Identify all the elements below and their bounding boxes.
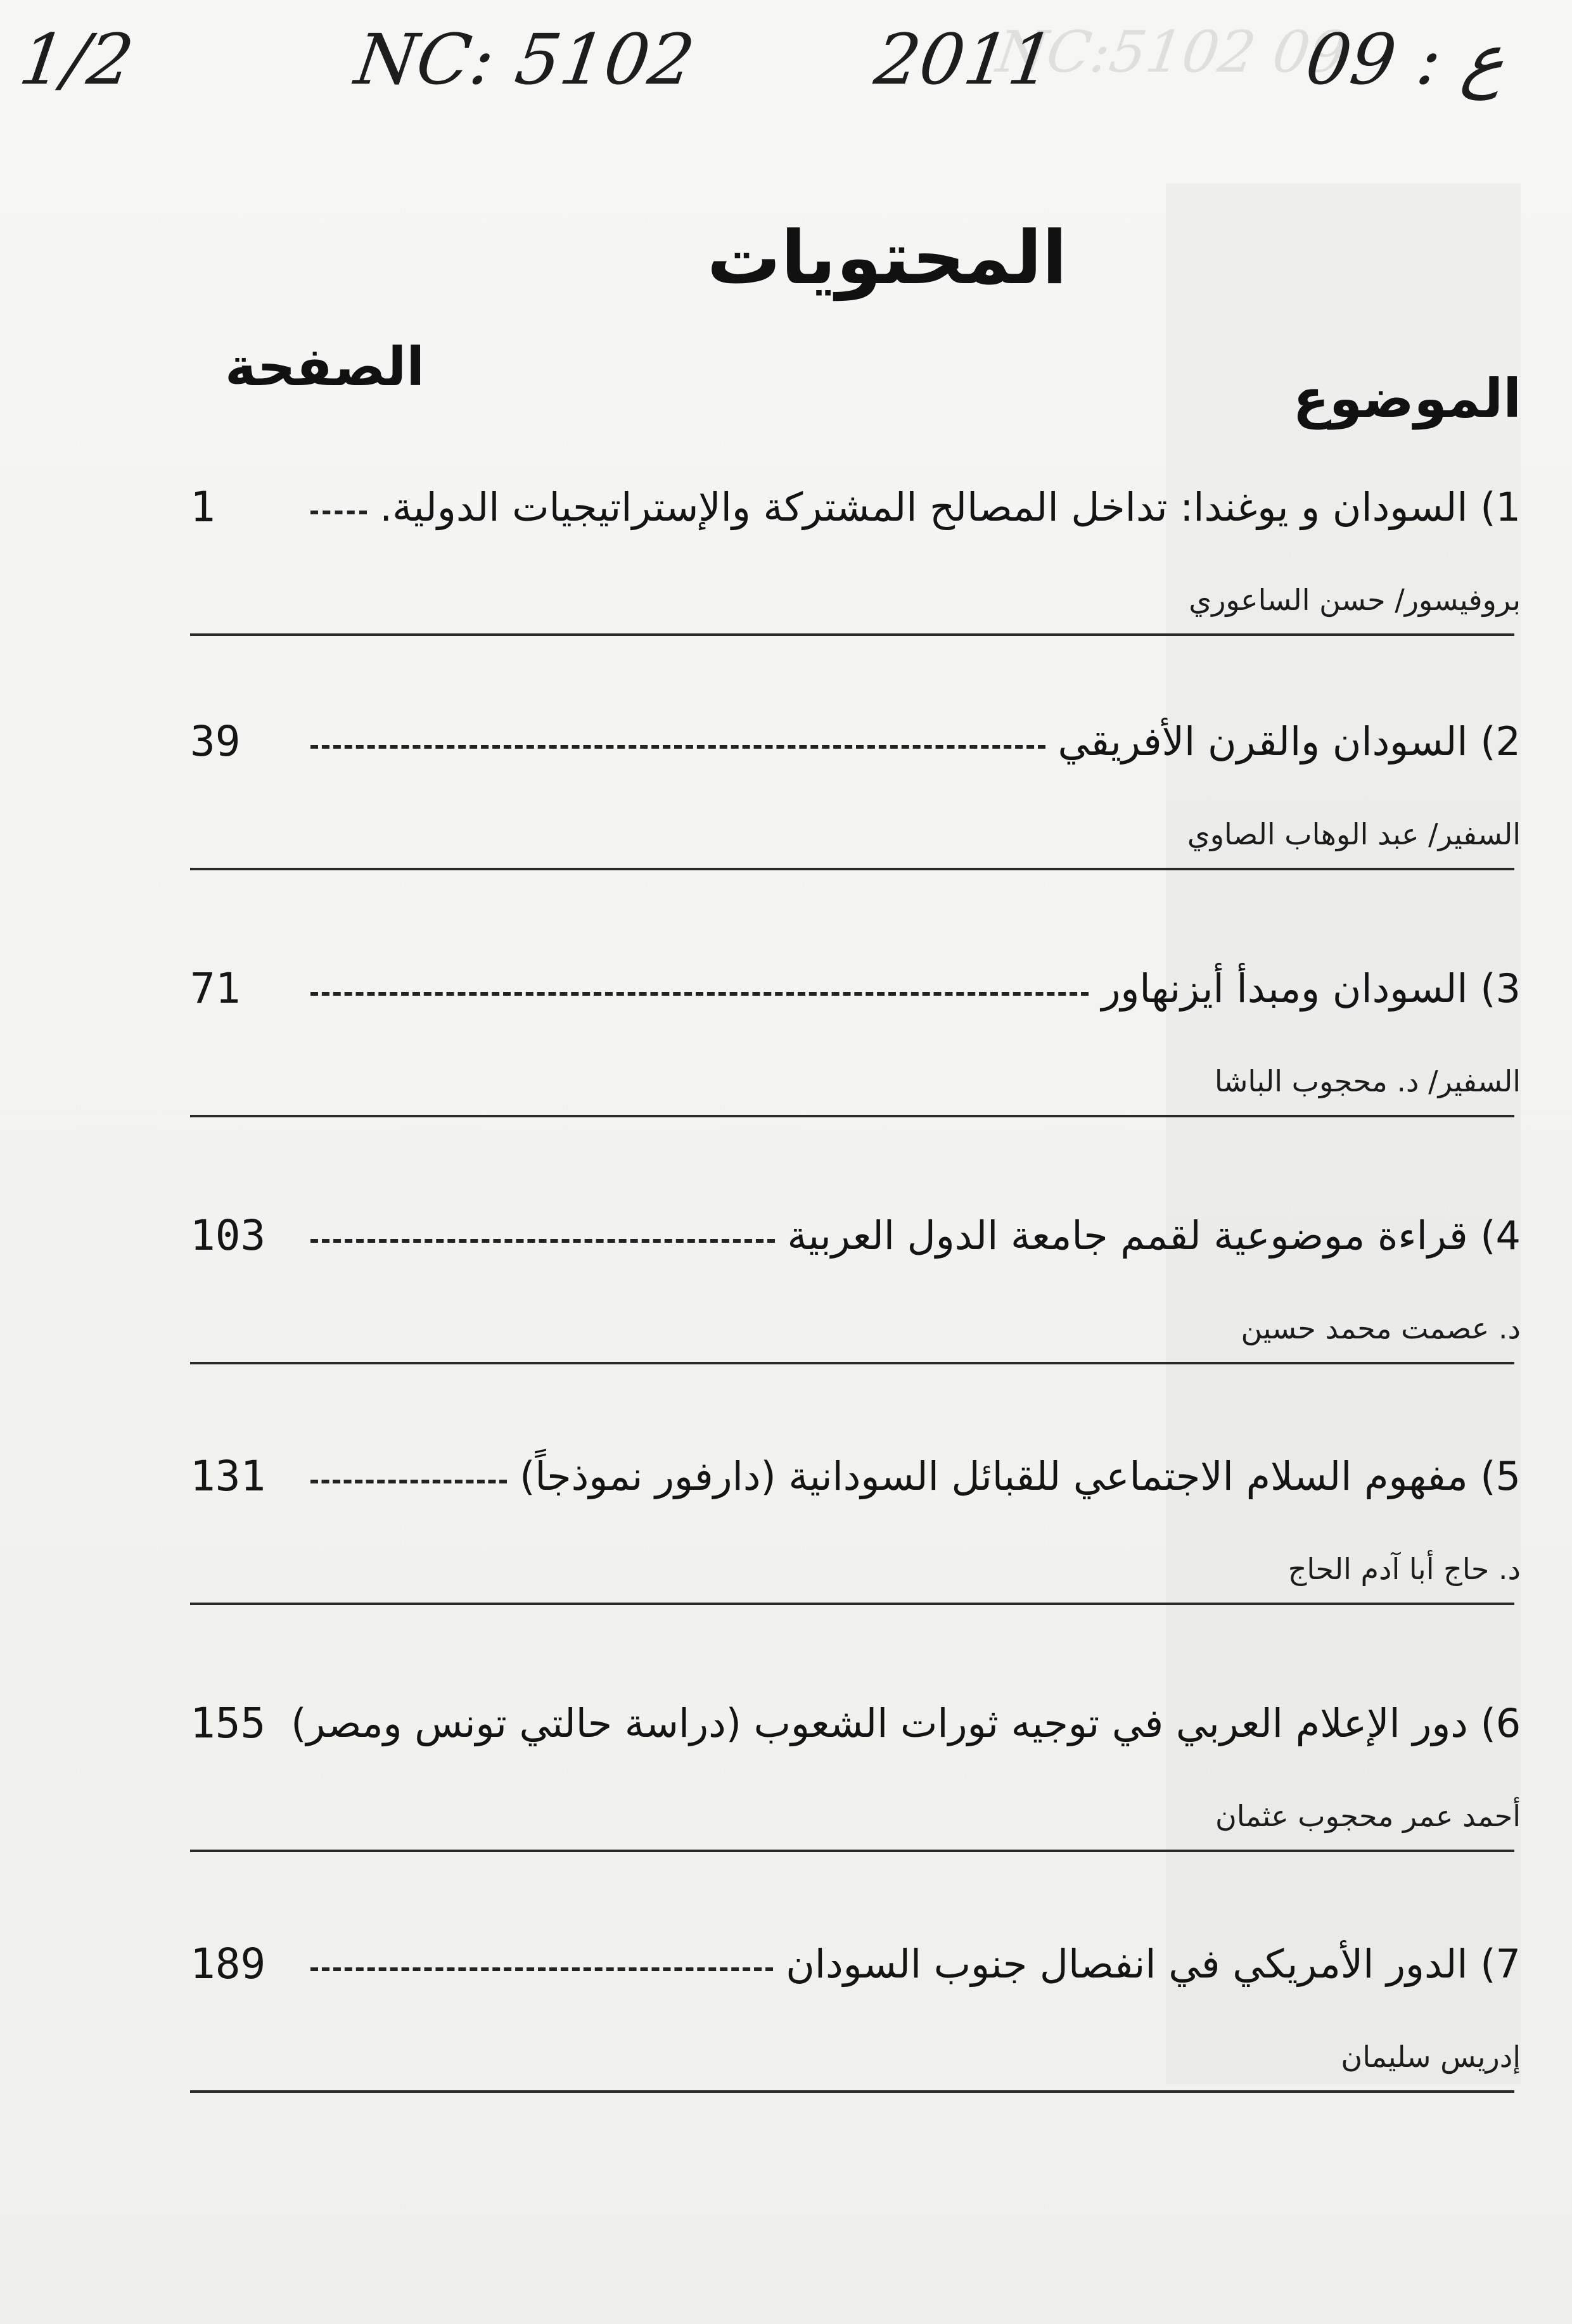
divider [190, 1603, 1514, 1605]
divider [190, 1850, 1514, 1852]
entry-page-number: 103 [190, 1210, 266, 1260]
topic-column-header: الموضوع [1293, 367, 1521, 429]
entry-page-number: 39 [190, 716, 241, 766]
leader-line [310, 1480, 507, 1483]
handwritten-year: 2011 [870, 19, 1059, 100]
entry-title: 3) السودان ومبدأ أيزنهاور [1101, 965, 1521, 1012]
divider [190, 868, 1514, 870]
entry-author: إدريس سليمان [1341, 2040, 1521, 2074]
toc-entry-5 [190, 1438, 1521, 1691]
entry-author: أحمد عمر محجوب عثمان [1215, 1799, 1521, 1833]
divider [190, 2090, 1514, 2093]
entry-author: السفير/ عبد الوهاب الصاوي [1187, 817, 1521, 851]
leader-line [310, 511, 367, 514]
entry-author: د. حاج أبا آدم الحاج [1288, 1552, 1521, 1586]
toc-entry-6 [190, 1685, 1521, 1938]
leader-line [310, 1967, 773, 1971]
page-column-header: الصفحة [225, 336, 425, 398]
toc-entry-3 [190, 950, 1521, 1203]
entry-page-number: 71 [190, 963, 241, 1013]
entry-page-number: 131 [190, 1451, 266, 1501]
page-title: المحتويات [706, 215, 1068, 301]
handwritten-ref: NC: 5102 [350, 19, 700, 100]
entry-author: السفير/ د. محجوب الباشا [1214, 1064, 1521, 1098]
entry-title: 2) السودان والقرن الأفريقي [1058, 718, 1521, 765]
entry-title: 6) دور الإعلام العربي في توجيه ثورات الشعوب (دراسة حالتي تونس ومصر) [291, 1699, 1521, 1746]
leader-line [310, 992, 1089, 996]
entry-author: د. عصمت محمد حسين [1241, 1311, 1521, 1345]
divider [190, 1115, 1514, 1117]
entry-title: 7) الدور الأمريكي في انفصال جنوب السودان [786, 1940, 1521, 1987]
entry-page-number: 189 [190, 1939, 266, 1988]
toc-entry-7 [190, 1926, 1521, 2179]
entry-title: 1) السودان و يوغندا: تداخل المصالح المشتركة والإستراتيجيات الدولية. [380, 483, 1521, 530]
divider [190, 633, 1514, 636]
toc-entry-1 [190, 469, 1521, 722]
entry-title: 5) مفهوم السلام الاجتماعي للقبائل السودانية (دارفور نموذجاً) [520, 1452, 1521, 1499]
entry-title: 4) قراءة موضوعية لقمم جامعة الدول العربية [787, 1212, 1521, 1259]
leader-line [310, 1239, 775, 1243]
leader-line [310, 745, 1045, 749]
entry-author: بروفيسور/ حسن الساعوري [1189, 583, 1521, 617]
handwritten-date: 09 : ع [1301, 19, 1511, 100]
entry-page-number: 155 [190, 1698, 266, 1748]
entry-page-number: 1 [190, 482, 215, 531]
toc-entry-2 [190, 703, 1521, 956]
divider [190, 1362, 1514, 1364]
toc-entry-4 [190, 1197, 1521, 1451]
handwritten-ref-faint: NC:5102 09 [992, 19, 1351, 86]
handwritten-page-count: 1/2 [15, 19, 139, 100]
